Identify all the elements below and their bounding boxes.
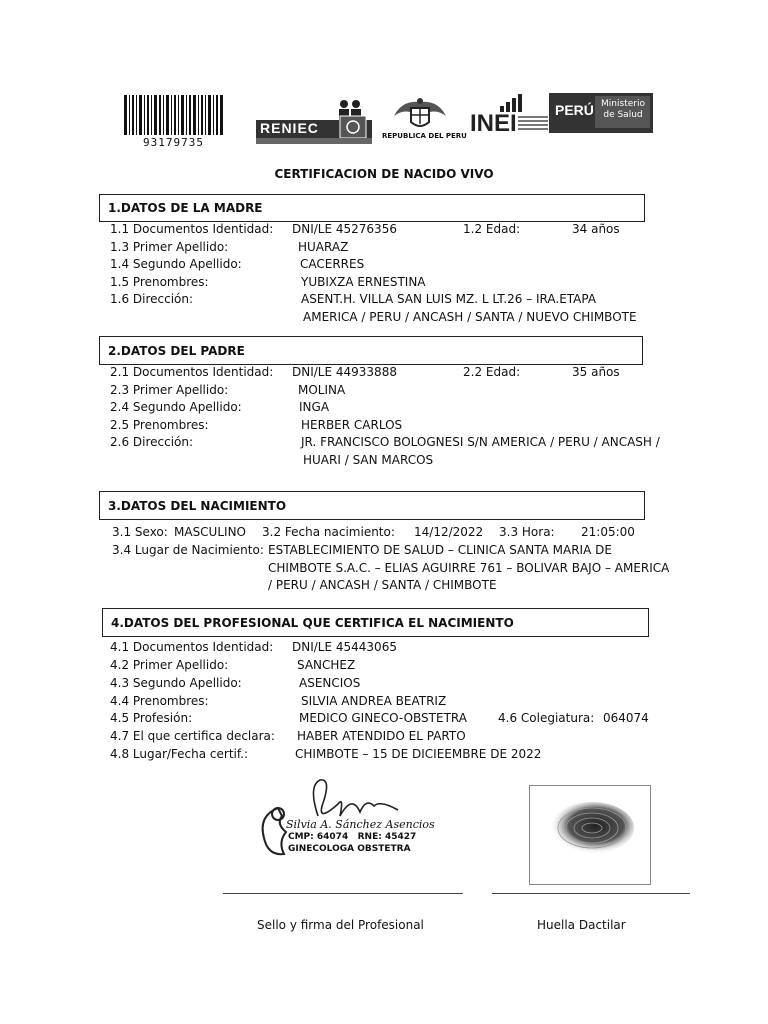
section-padre-heading xyxy=(99,336,643,365)
prof-profesion-label: 4.5 Profesión: xyxy=(110,711,193,725)
nac-fecha-value: 14/12/2022 xyxy=(414,525,484,539)
padre-nombres-value: HERBER CARLOS xyxy=(301,418,403,432)
section-profesional-heading-text: 4.DATOS DEL PROFESIONAL QUE CERTIFICA EL NACIMIENTO xyxy=(111,615,514,630)
padre-ap2-label: 2.4 Segundo Apellido: xyxy=(110,400,242,414)
nac-lugar-line3: / PERU / ANCASH / SANTA / CHIMBOTE xyxy=(268,578,497,592)
prof-ap2-value: ASENCIOS xyxy=(299,676,361,690)
padre-nombres-label: 2.5 Prenombres: xyxy=(110,418,209,432)
madre-nombres-value: YUBIXZA ERNESTINA xyxy=(301,275,426,289)
reniec-text: RENIEC xyxy=(260,120,319,136)
padre-dir-line2: HUARI / SAN MARCOS xyxy=(303,453,434,467)
peru-text: PERÚ xyxy=(555,102,594,118)
minsa-text: Ministerio de Salud xyxy=(601,99,645,120)
padre-doc-label: 2.1 Documentos Identidad: xyxy=(110,365,274,379)
section-padre-heading-text: 2.DATOS DEL PADRE xyxy=(108,343,245,358)
nac-sexo-value: MASCULINO xyxy=(174,525,246,539)
nac-sexo-label: 3.1 Sexo: xyxy=(112,525,168,539)
minsa-logo xyxy=(549,93,653,133)
madre-ap2-label: 1.4 Segundo Apellido: xyxy=(110,257,242,271)
stamp-title: GINECOLOGA OBSTETRA xyxy=(288,844,411,854)
huella-line xyxy=(492,893,690,894)
escudo-peru-logo xyxy=(382,96,467,146)
padre-dir-label: 2.6 Dirección: xyxy=(110,435,194,449)
madre-nombres-label: 1.5 Prenombres: xyxy=(110,275,209,289)
section-nacimiento-heading-text: 3.DATOS DEL NACIMIENTO xyxy=(108,498,287,513)
prof-doc-value: DNI/LE 45443065 xyxy=(292,640,397,654)
padre-dir-line1: JR. FRANCISCO BOLOGNESI S/N AMERICA / PERU / ANCASH / xyxy=(301,435,660,449)
padre-edad-label: 2.2 Edad: xyxy=(463,365,521,379)
page-title: CERTIFICACION DE NACIDO VIVO xyxy=(274,167,494,181)
stamp-name: Silvia A. Sánchez Asencios xyxy=(286,818,435,831)
prof-doc-label: 4.1 Documentos Identidad: xyxy=(110,640,274,654)
madre-doc-label: 1.1 Documentos Identidad: xyxy=(110,222,274,236)
prof-ap2-label: 4.3 Segundo Apellido: xyxy=(110,676,242,690)
inei-logo xyxy=(468,92,548,142)
madre-edad-value: 34 años xyxy=(572,222,620,236)
madre-ap1-value: HUARAZ xyxy=(298,240,349,254)
prof-nombres-value: SILVIA ANDREA BEATRIZ xyxy=(301,694,447,708)
madre-dir-label: 1.6 Dirección: xyxy=(110,292,194,306)
barcode xyxy=(122,95,226,137)
madre-ap1-label: 1.3 Primer Apellido: xyxy=(110,240,229,254)
padre-doc-value: DNI/LE 44933888 xyxy=(292,365,397,379)
madre-dir-line2: AMERICA / PERU / ANCASH / SANTA / NUEVO CHIMBOTE xyxy=(303,310,637,324)
prof-declara-value: HABER ATENDIDO EL PARTO xyxy=(297,729,466,743)
prof-lugar-label: 4.8 Lugar/Fecha certif.: xyxy=(110,747,249,761)
madre-dir-line1: ASENT.H. VILLA SAN LUIS MZ. L LT.26 – IRA.ETAPA xyxy=(301,292,597,306)
firma-label: Sello y firma del Profesional xyxy=(257,918,424,932)
madre-doc-value: DNI/LE 45276356 xyxy=(292,222,397,236)
inei-subtext-lines xyxy=(518,114,548,134)
nac-hora-value: 21:05:00 xyxy=(581,525,635,539)
stamp-cmp: CMP: 64074 RNE: 45427 xyxy=(288,832,417,842)
inei-text: INEI xyxy=(470,110,517,137)
padre-ap1-value: MOLINA xyxy=(298,383,346,397)
nac-hora-label: 3.3 Hora: xyxy=(499,525,555,539)
section-madre-heading-text: 1.DATOS DE LA MADRE xyxy=(108,201,263,215)
prof-nombres-label: 4.4 Prenombres: xyxy=(110,694,209,708)
padre-ap2-value: INGA xyxy=(299,400,330,414)
fingerprint-icon xyxy=(530,786,650,884)
prof-ap1-value: SANCHEZ xyxy=(297,658,356,672)
barcode-number: 93179735 xyxy=(143,136,204,149)
section-madre-heading xyxy=(99,194,645,222)
prof-profesion-value: MEDICO GINECO-OBSTETRA xyxy=(299,711,467,725)
padre-ap1-label: 2.3 Primer Apellido: xyxy=(110,383,229,397)
signature-stamp xyxy=(248,776,438,868)
nac-fecha-label: 3.2 Fecha nacimiento: xyxy=(262,525,395,539)
prof-lugar-value: CHIMBOTE – 15 DE DICIEEMBRE DE 2022 xyxy=(295,747,542,761)
republica-text: REPUBLICA DEL PERU xyxy=(382,132,467,140)
reniec-logo xyxy=(256,98,372,144)
madre-ap2-value: CACERRES xyxy=(300,257,365,271)
prof-declara-label: 4.7 El que certifica declara: xyxy=(110,729,275,743)
firma-line xyxy=(223,893,463,894)
section-nacimiento-heading xyxy=(99,491,645,520)
section-profesional-heading xyxy=(102,608,649,637)
nac-lugar-line1: ESTABLECIMIENTO DE SALUD – CLINICA SANTA MARIA DE xyxy=(268,543,612,557)
nac-lugar-line2: CHIMBOTE S.A.C. – ELIAS AGUIRRE 761 – BOLIVAR BAJO – AMERICA xyxy=(268,561,670,575)
prof-coleg-label: 4.6 Colegiatura: xyxy=(498,711,595,725)
huella-label: Huella Dactilar xyxy=(537,918,626,932)
prof-coleg-value: 064074 xyxy=(603,711,649,725)
fingerprint-box xyxy=(529,785,651,885)
madre-edad-label: 1.2 Edad: xyxy=(463,222,521,236)
prof-ap1-label: 4.2 Primer Apellido: xyxy=(110,658,229,672)
padre-edad-value: 35 años xyxy=(572,365,620,379)
nac-lugar-label: 3.4 Lugar de Nacimiento: xyxy=(112,543,264,557)
